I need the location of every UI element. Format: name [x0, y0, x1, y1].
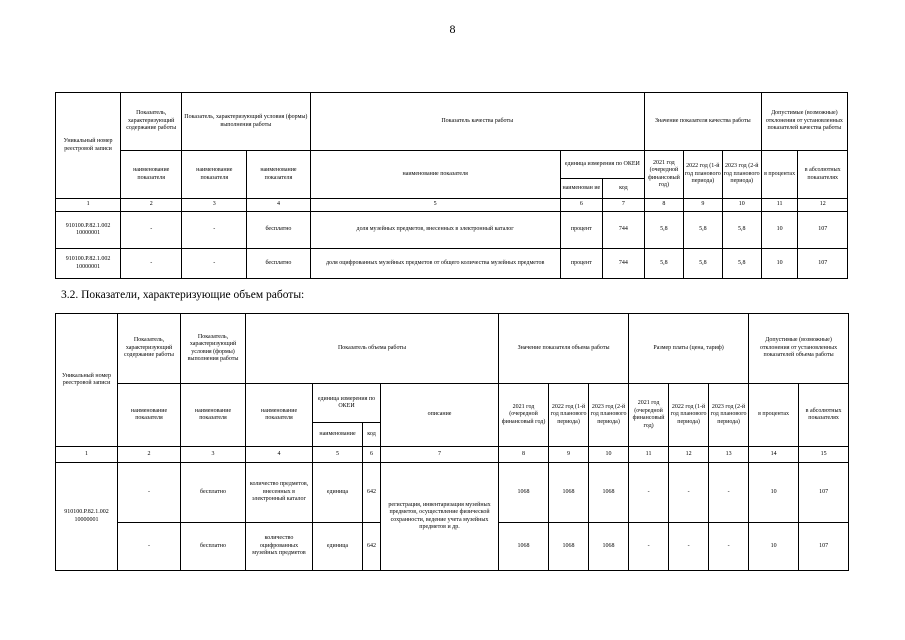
- column-number: 5: [313, 447, 363, 463]
- value-year-2: 1068: [549, 523, 589, 571]
- header-unit-code: код: [363, 423, 381, 447]
- header-name-indicator: наименование показателя: [246, 384, 313, 447]
- header-deviation: Допустимые (возможные) отклонения от установленных показателей качества работы: [761, 93, 847, 151]
- value-year-3: 1068: [589, 523, 629, 571]
- registry-number: 910100.Р.82.1.002 10000001: [56, 212, 121, 249]
- header-name-indicator: наименование показателя: [182, 151, 247, 199]
- value-year-3: 5,8: [722, 249, 761, 279]
- deviation-percent: 10: [749, 463, 799, 523]
- header-fee: Размер платы (цена, тариф): [629, 314, 749, 384]
- column-number: 7: [381, 447, 499, 463]
- value-year-3: 1068: [589, 463, 629, 523]
- column-number: 15: [799, 447, 849, 463]
- column-number: 7: [602, 199, 644, 212]
- header-name-indicator: наименование показателя: [118, 384, 181, 447]
- condition-value: -: [182, 249, 247, 279]
- column-number: 10: [722, 199, 761, 212]
- unit-code: 744: [602, 212, 644, 249]
- column-number: 1: [56, 447, 118, 463]
- unit-code: 744: [602, 249, 644, 279]
- header-year-3: 2023 год (2-й год планового периода): [722, 151, 761, 199]
- condition-value: бесплатно: [181, 523, 246, 571]
- column-number: 9: [549, 447, 589, 463]
- fee-year-1: -: [629, 463, 669, 523]
- header-year-2: 2022 год (1-й год планового периода): [683, 151, 722, 199]
- deviation-absolute: 107: [799, 523, 849, 571]
- registry-number: 910100.Р.82.1.002 10000001: [56, 249, 121, 279]
- column-number: 12: [669, 447, 709, 463]
- deviation-absolute: 107: [799, 463, 849, 523]
- header-registry: Уникальный номер реестровой записи: [56, 314, 118, 447]
- column-number: 8: [499, 447, 549, 463]
- deviation-percent: 10: [749, 523, 799, 571]
- header-description: описание: [381, 384, 499, 447]
- content-value: -: [118, 463, 181, 523]
- header-unit-name: наименование: [313, 423, 363, 447]
- column-number: 2: [118, 447, 181, 463]
- work-description: регистрация, инвентаризация музейных предметов, осуществление физической сохранности, ведение учета музейных предметов и др.: [381, 463, 499, 571]
- header-volume: Показатель объема работы: [246, 314, 499, 384]
- deviation-percent: 10: [761, 212, 798, 249]
- column-number: 9: [683, 199, 722, 212]
- header-year-1: 2021 год (очередной финансовый год): [644, 151, 683, 199]
- column-number: 8: [644, 199, 683, 212]
- header-conditions: Показатель, характеризующий условия (формы) выполнения работы: [182, 93, 310, 151]
- value-year-2: 1068: [549, 463, 589, 523]
- unit-name: процент: [560, 212, 602, 249]
- header-registry: Уникальный номер реестровой записи: [56, 93, 121, 199]
- header-deviation: Допустимые (возможные) отклонения от установленных показателей объема работы: [749, 314, 849, 384]
- header-values: Значение показателя качества работы: [644, 93, 761, 151]
- column-number: 3: [182, 199, 247, 212]
- header-name-indicator: наименование показателя: [247, 151, 310, 199]
- section-title: 3.2. Показатели, характеризующие объем работы:: [61, 289, 305, 301]
- header-unit: единица измерения по ОКЕИ: [560, 151, 644, 179]
- header-content: Показатель, характеризующий содержание работы: [121, 93, 182, 151]
- header-year-2: 2022 год (1-й год планового периода): [549, 384, 589, 447]
- header-name-indicator: наименование показателя: [181, 384, 246, 447]
- column-number: 2: [121, 199, 182, 212]
- indicator-name: количество предметов, внесенных в электронный каталог: [246, 463, 313, 523]
- condition-value: бесплатно: [247, 249, 310, 279]
- column-number: 11: [629, 447, 669, 463]
- header-values: Значение показателя объема работы: [499, 314, 629, 384]
- volume-indicators-table: [55, 313, 849, 571]
- value-year-2: 5,8: [683, 212, 722, 249]
- header-fee-year-2: 2022 год (1-й год планового периода): [669, 384, 709, 447]
- header-year-3: 2023 год (2-й год планового периода): [589, 384, 629, 447]
- header-unit-code: код: [602, 179, 644, 199]
- header-name-quality: наименование показателя: [310, 151, 560, 199]
- fee-year-3: -: [709, 463, 749, 523]
- header-fee-year-3: 2023 год (2-й год планового периода): [709, 384, 749, 447]
- condition-value: -: [182, 212, 247, 249]
- deviation-absolute: 107: [798, 212, 848, 249]
- column-number: 14: [749, 447, 799, 463]
- header-unit: единица измерения по ОКЕИ: [313, 384, 381, 423]
- quality-indicators-table: [55, 92, 848, 279]
- header-percent: в процентах: [749, 384, 799, 447]
- header-quality: Показатель качества работы: [310, 93, 644, 151]
- table-row: [56, 249, 848, 279]
- deviation-percent: 10: [761, 249, 798, 279]
- column-number: 3: [181, 447, 246, 463]
- table-row: [56, 463, 849, 523]
- column-number: 5: [310, 199, 560, 212]
- header-unit-name: наименован ие: [560, 179, 602, 199]
- deviation-absolute: 107: [798, 249, 848, 279]
- content-value: -: [121, 249, 182, 279]
- value-year-3: 5,8: [722, 212, 761, 249]
- condition-value: бесплатно: [247, 212, 310, 249]
- value-year-2: 5,8: [683, 249, 722, 279]
- column-number: 1: [56, 199, 121, 212]
- value-year-1: 5,8: [644, 249, 683, 279]
- column-number: 4: [247, 199, 310, 212]
- page-number: 8: [449, 22, 456, 36]
- content-value: -: [118, 523, 181, 571]
- unit-code: 642: [363, 523, 381, 571]
- header-name-indicator: наименование показателя: [121, 151, 182, 199]
- column-number: 6: [560, 199, 602, 212]
- column-number: 10: [589, 447, 629, 463]
- column-number: 12: [798, 199, 848, 212]
- indicator-name: доля оцифрованных музейных предметов от общего количества музейных предметов: [310, 249, 560, 279]
- header-year-1: 2021 год (очередной финансовый год): [499, 384, 549, 447]
- unit-name: единица: [313, 463, 363, 523]
- unit-name: единица: [313, 523, 363, 571]
- column-number: 4: [246, 447, 313, 463]
- column-number: 13: [709, 447, 749, 463]
- column-number: 6: [363, 447, 381, 463]
- indicator-name: доля музейных предметов, внесенных в электронный каталог: [310, 212, 560, 249]
- fee-year-3: -: [709, 523, 749, 571]
- header-absolute: в абсолютных показателях: [799, 384, 849, 447]
- unit-name: процент: [560, 249, 602, 279]
- fee-year-2: -: [669, 463, 709, 523]
- fee-year-1: -: [629, 523, 669, 571]
- indicator-name: количество оцифрованных музейных предметов: [246, 523, 313, 571]
- header-content: Показатель, характеризующий содержание работы: [118, 314, 181, 384]
- unit-code: 642: [363, 463, 381, 523]
- condition-value: бесплатно: [181, 463, 246, 523]
- registry-number: 910100.Р.82.1.002 10000001: [56, 463, 118, 571]
- fee-year-2: -: [669, 523, 709, 571]
- content-value: -: [121, 212, 182, 249]
- column-number: 11: [761, 199, 798, 212]
- table-row: [56, 212, 848, 249]
- value-year-1: 5,8: [644, 212, 683, 249]
- header-conditions: Показатель, характеризующий условия (формы) выполнения работы: [181, 314, 246, 384]
- value-year-1: 1068: [499, 463, 549, 523]
- value-year-1: 1068: [499, 523, 549, 571]
- header-fee-year-1: 2021 год (очередной финансовый год): [629, 384, 669, 447]
- header-percent: в процентах: [761, 151, 798, 199]
- header-absolute: в абсолютных показателях: [798, 151, 848, 199]
